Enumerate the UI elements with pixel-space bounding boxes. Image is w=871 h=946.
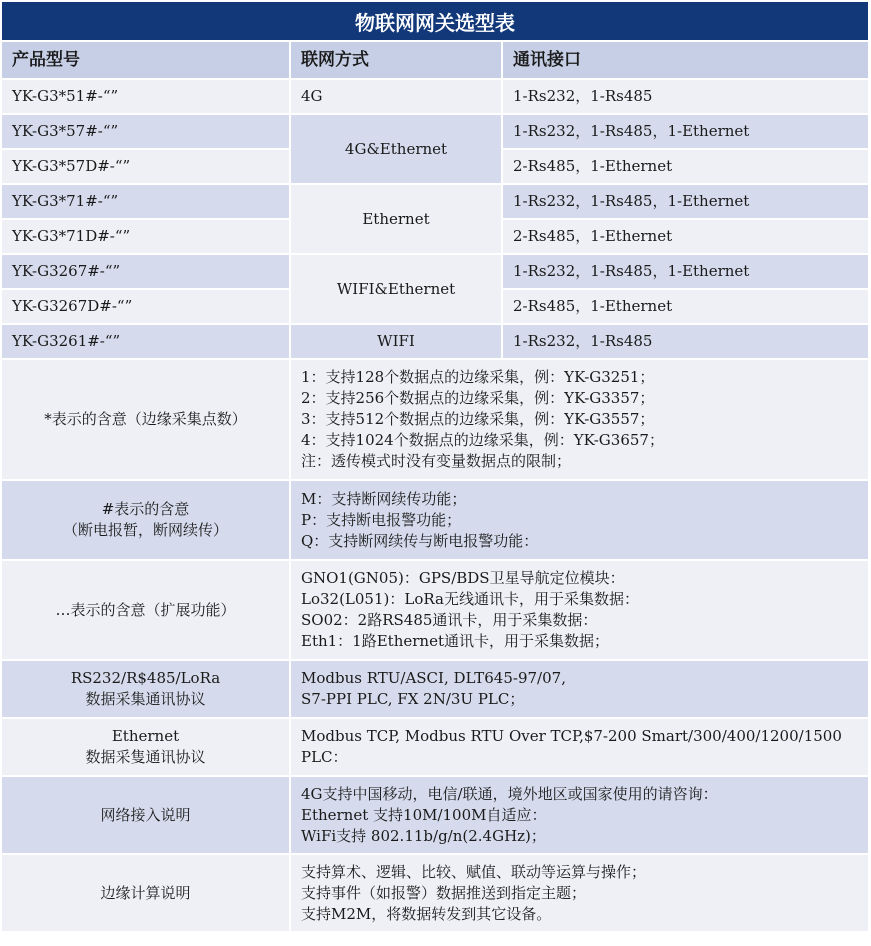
note-content [291,360,868,479]
note-content [291,777,868,853]
note-line: 1：支持128个数据点的边缘采集，例：YK-G3251； [301,368,655,386]
model-cell: YK-G3*57#-“” [2,115,289,148]
note-line: M：支持断网续传功能； [301,489,467,508]
method-cell: WIFI&Ethernet [291,255,501,323]
model-cell: YK-G3*57D#-“” [2,150,289,183]
note-label-line: *表示的含意（边缘采集点数） [44,410,247,428]
note-label [2,777,289,853]
interface-cell: 1-Rs232，1-Rs485，1-Ethernet [503,115,868,148]
note-line: 2：支持256个数据点的边缘采集，例：YK-G3357； [301,389,655,407]
note-label-line: 数据采隻通讯协议 [85,748,206,766]
note-line: 支持算术、逻辑、比较、赋值、联动等运算与操作； [301,862,647,881]
note-line: 4G支持中国移动，电信/联通，境外地区或国家使用的请咨询： [301,784,718,803]
note-content [291,719,868,775]
note-row [2,481,868,559]
interface-cell: 2-Rs485，1-Ethernet [503,220,868,253]
note-content [291,661,868,717]
note-row [2,360,868,479]
note-line: 支持M2M，将数据转发到其它设备。 [301,904,552,923]
note-label-line: （断电报暂，断网续传） [62,521,228,539]
note-content [291,481,868,559]
method-cell: 4G&Ethernet [291,115,501,183]
note-label-line: 网络接入说明 [100,805,191,824]
note-line: SO02：2路RS485通讯卡，用于采集数据： [301,611,598,629]
header-interface: 通讯接口 [503,42,868,78]
header-model: 产品型号 [2,42,289,78]
interface-cell: 1-Rs232，1-Rs485，1-Ethernet [503,255,868,288]
note-line: S7-PPI PLC, FX 2N/3U PLC； [301,690,525,708]
note-row [2,661,868,717]
selection-table-page [2,2,868,933]
header-row [2,42,868,78]
note-line: 4：支持1024个数据点的边缘采集，例：YK-G3657； [301,431,664,449]
note-line: P：支持断电报警功能； [301,510,462,529]
note-label [2,360,289,479]
note-label [2,561,289,659]
note-label-line: 边缘计算说明 [100,883,191,902]
method-cell: Ethernet [291,185,501,253]
note-line: GNO1(GN05)：GPS/BDS卫星导航定位模块： [301,569,625,587]
method-cell: WIFI [291,325,501,358]
model-cell: YK-G3267D#-“” [2,290,289,323]
interface-cell: 1-Rs232，1-Rs485 [503,80,868,113]
model-cell: YK-G3267#-“” [2,255,289,288]
header-method: 联网方式 [291,42,501,78]
note-label-line: …表示的含意（扩展功能） [55,600,236,619]
table-row [2,185,868,218]
method-cell: 4G [291,80,501,113]
note-line: WiFi支持 802.11b/g/n(2.4GHz)； [301,826,546,845]
interface-cell: 2-Rs485，1-Ethernet [503,150,868,183]
note-label [2,855,289,931]
table-title: 物联网网关选型表 [2,2,868,40]
table-row [2,325,868,358]
note-label-line: RS232/R$485/LoRa [70,669,221,687]
note-line: Lo32(L051)：LoRa无线通讯卡，用于采集数据： [301,590,639,608]
note-label-line: #表示的含意 [101,500,190,518]
table-row [2,255,868,288]
note-line: Q：支持断网续传与断电报警功能： [301,531,539,550]
model-cell: YK-G3*71#-“” [2,185,289,218]
note-line: Eth1：1路Ethernet通讯卡，用于采集数据； [301,632,609,650]
note-label [2,481,289,559]
note-content [291,561,868,659]
model-cell: YK-G3261#-“” [2,325,289,358]
note-row [2,855,868,931]
interface-cell: 2-Rs485，1-Ethernet [503,290,868,323]
note-label-line: 数据采集通讯协议 [85,690,206,708]
model-cell: YK-G3*71D#-“” [2,220,289,253]
table-row [2,80,868,113]
note-line: 注：透传模式时没有变量数据点的限制； [301,452,572,470]
note-line: Modbus RTU/ASCI, DLT645-97/07, [301,669,566,687]
note-label [2,719,289,775]
note-line: Modbus TCP, Modbus RTU Over TCP,$7-200 Smart/300/400/1200/1500 [301,727,842,745]
note-line: 支持事件（如报警）数据推送到指定主题； [301,883,587,902]
note-label [2,661,289,717]
model-cell: YK-G3*51#-“” [2,80,289,113]
interface-cell: 1-Rs232，1-Rs485，1-Ethernet [503,185,868,218]
table-row [2,115,868,148]
note-row [2,777,868,853]
interface-cell: 1-Rs232，1-Rs485 [503,325,868,358]
note-line: 3：支持512个数据点的边缘采集，例：YK-G3557； [301,410,655,428]
note-row [2,561,868,659]
note-line: Ethernet 支持10M/100M自适应： [301,805,547,824]
note-line: PLC： [301,748,348,766]
note-row [2,719,868,775]
note-label-line: Ethernet [111,727,180,745]
gateway-selection-table [0,40,870,933]
note-content [291,855,868,931]
